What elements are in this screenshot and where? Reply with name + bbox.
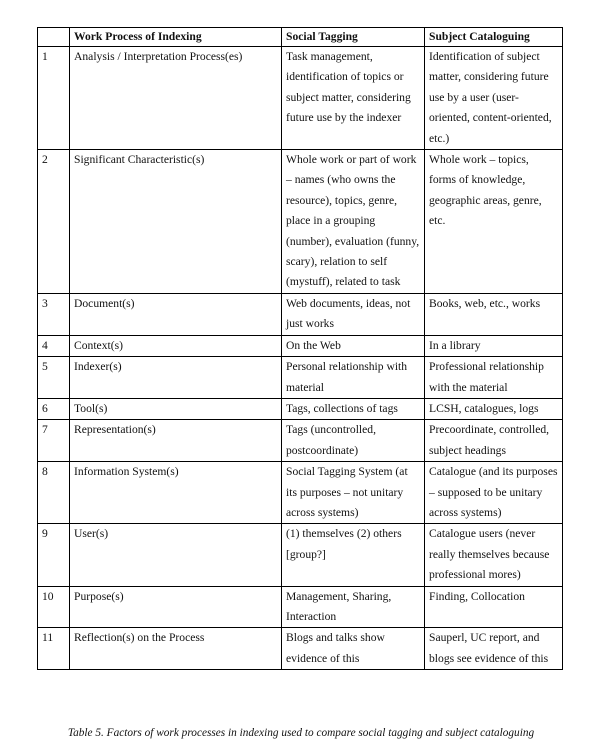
subject-cataloguing-cell: LCSH, catalogues, logs	[425, 398, 563, 419]
subject-cataloguing-cell: Professional relationship with the material	[425, 357, 563, 399]
subject-cataloguing-cell: Finding, Collocation	[425, 586, 563, 628]
subject-cataloguing-cell: Books, web, etc., works	[425, 293, 563, 335]
subject-cataloguing-cell: In a library	[425, 335, 563, 356]
factors-table	[37, 27, 563, 670]
row-number-cell: 5	[38, 357, 70, 399]
work-process-cell: Significant Characteristic(s)	[70, 150, 282, 294]
social-tagging-cell: Tags (uncontrolled, postcoordinate)	[282, 420, 425, 462]
header-work-process: Work Process of Indexing	[70, 28, 282, 47]
row-number-cell: 10	[38, 586, 70, 628]
work-process-cell: Representation(s)	[70, 420, 282, 462]
subject-cataloguing-cell: Whole work – topics, forms of knowledge, geographic areas, genre, etc.	[425, 150, 563, 294]
row-number-cell: 11	[38, 628, 70, 670]
row-number-cell: 4	[38, 335, 70, 356]
work-process-cell: Document(s)	[70, 293, 282, 335]
header-social-tagging: Social Tagging	[282, 28, 425, 47]
social-tagging-cell: Social Tagging System (at its purposes – not unitary across systems)	[282, 462, 425, 524]
table-row	[38, 150, 563, 294]
table-row	[38, 47, 563, 150]
social-tagging-cell: Task management, identification of topics or subject matter, considering future use by the indexer	[282, 47, 425, 150]
table-row	[38, 398, 563, 419]
work-process-cell: Context(s)	[70, 335, 282, 356]
work-process-cell: Indexer(s)	[70, 357, 282, 399]
table-row	[38, 586, 563, 628]
social-tagging-cell: Blogs and talks show evidence of this	[282, 628, 425, 670]
subject-cataloguing-cell: Identification of subject matter, considering future use by a user (user-oriented, content-oriented, etc.)	[425, 47, 563, 150]
subject-cataloguing-cell: Precoordinate, controlled, subject headings	[425, 420, 563, 462]
header-number	[38, 28, 70, 47]
social-tagging-cell: Management, Sharing, Interaction	[282, 586, 425, 628]
work-process-cell: Information System(s)	[70, 462, 282, 524]
table-row	[38, 420, 563, 462]
row-number-cell: 3	[38, 293, 70, 335]
header-subject-cataloguing: Subject Cataloguing	[425, 28, 563, 47]
row-number-cell: 9	[38, 524, 70, 586]
table-body	[38, 47, 563, 670]
subject-cataloguing-cell: Catalogue users (never really themselves because professional mores)	[425, 524, 563, 586]
row-number-cell: 7	[38, 420, 70, 462]
subject-cataloguing-cell: Catalogue (and its purposes – supposed to be unitary across systems)	[425, 462, 563, 524]
row-number-cell: 6	[38, 398, 70, 419]
social-tagging-cell: On the Web	[282, 335, 425, 356]
social-tagging-cell: Web documents, ideas, not just works	[282, 293, 425, 335]
social-tagging-cell: Whole work or part of work – names (who owns the resource), topics, genre, place in a grouping (number), evaluation (funny, scary), relation to self (mystuff), related to task	[282, 150, 425, 294]
row-number-cell: 8	[38, 462, 70, 524]
work-process-cell: Analysis / Interpretation Process(es)	[70, 47, 282, 150]
work-process-cell: User(s)	[70, 524, 282, 586]
social-tagging-cell: Personal relationship with material	[282, 357, 425, 399]
table-row	[38, 524, 563, 586]
table-header-row	[38, 28, 563, 47]
work-process-cell: Tool(s)	[70, 398, 282, 419]
row-number-cell: 1	[38, 47, 70, 150]
table-row	[38, 357, 563, 399]
work-process-cell: Purpose(s)	[70, 586, 282, 628]
table-row	[38, 335, 563, 356]
table-row	[38, 462, 563, 524]
work-process-cell: Reflection(s) on the Process	[70, 628, 282, 670]
social-tagging-cell: Tags, collections of tags	[282, 398, 425, 419]
row-number-cell: 2	[38, 150, 70, 294]
subject-cataloguing-cell: Sauperl, UC report, and blogs see evidence of this	[425, 628, 563, 670]
social-tagging-cell: (1) themselves (2) others [group?]	[282, 524, 425, 586]
table-caption: Table 5. Factors of work processes in indexing used to compare social tagging and subject cataloguing	[67, 727, 535, 739]
table-row	[38, 628, 563, 670]
table-row	[38, 293, 563, 335]
